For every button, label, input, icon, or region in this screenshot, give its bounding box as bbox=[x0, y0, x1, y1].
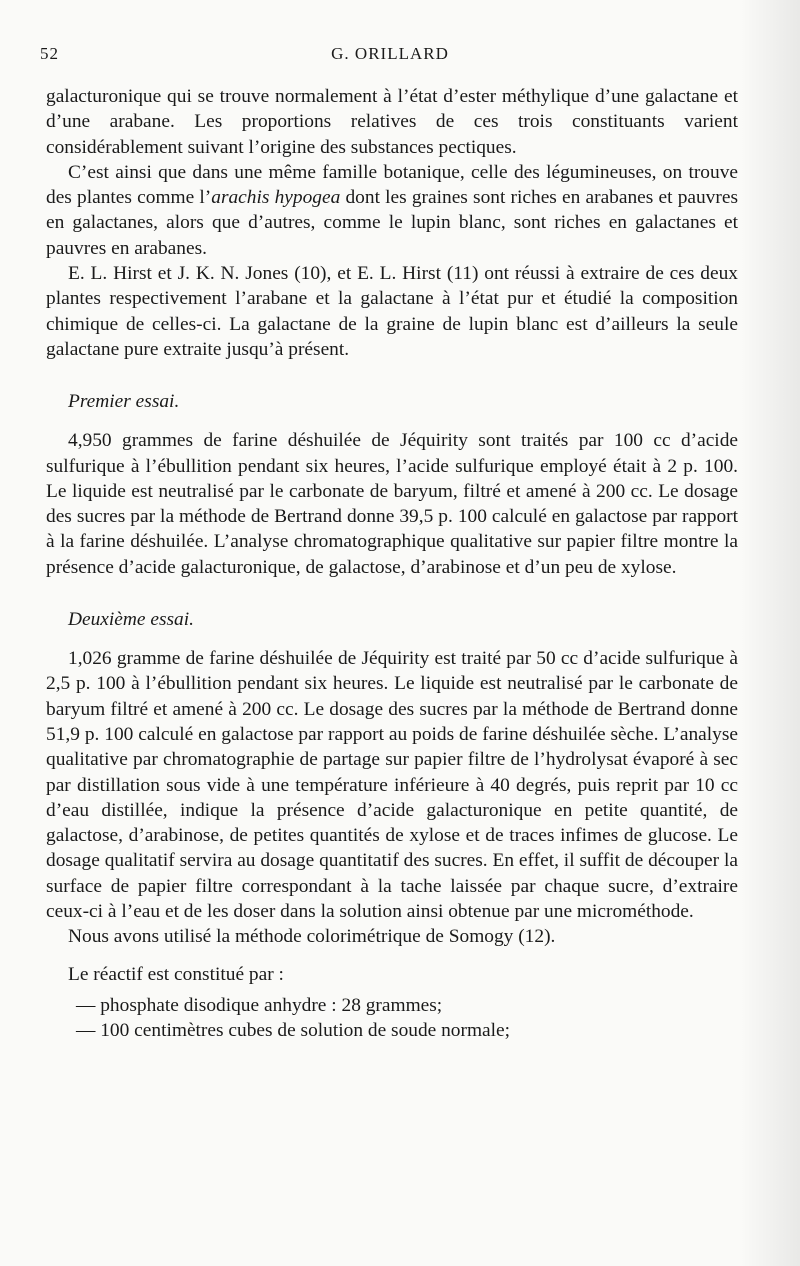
paragraph-text: C’est ainsi que dans une même famille botanique, celle des légumineuses, on trouve des plantes comme l’ bbox=[46, 161, 738, 209]
paragraph-premier-essai: 4,950 grammes de farine déshuilée de Jéquirity sont traités par 100 cc d’acide sulfurique à l’ébullition pendant six heures, l’acide sulfurique employé était à 2 p. 100. Le liquide est neutralisé par le carbonate de baryum, filtré et amené à 200 cc. Le dosage des sucres par la méthode de Bertrand donne 39,5 p. 100 calculé en galactose par rapport à la farine déshuilée. L’analyse chromatographique qualitative sur papier filtre montre la présence d’acide galacturonique, de galactose, d’arabinose et d’un peu de xylose. bbox=[46, 430, 738, 578]
page-number: 52 bbox=[40, 44, 59, 63]
section-heading-premier-essai: Premier essai. bbox=[68, 391, 180, 413]
paragraph-text: dont les graines sont riches en arabanes et pauvres en galactanes, alors que d’autres, comme le lupin blanc, sont riches en galactanes et pauvres en arabanes. bbox=[46, 187, 738, 259]
paragraph-continuation: galacturonique qui se trouve normalement à l’état d’ester méthylique d’une galactane et d’une arabane. Les proportions relatives de ces trois constituants varient considérablement suivant l’origine des substances pectiques. bbox=[46, 86, 738, 158]
paragraph-deuxieme-essai: 1,026 gramme de farine déshuilée de Jéquirity est traité par 50 cc d’acide sulfurique à 2,5 p. 100 à l’ébullition pendant six heures. Le liquide est neutralisé par le carbonate de baryum filtré et amené à 200 cc. Le dosage des sucres par la méthode de Bertrand donne 51,9 p. 100 calculé en galactose par rapport au poids de farine déshuilée sèche. L’analyse qualitative par chromatographie de partage sur papier filtre de l’hydrolysat évaporé à sec par distillation sous vide à une température inférieure à 40 degrés, puis reprit par 10 cc d’eau distillée, indique la présence d’acide galacturonique en petite quantité, de galactose, d’arabinose, de petites quantités de xylose et de traces infimes de glucose. Le dosage qualitatif servira au dosage quantitatif des sucres. En effet, il suffit de découper la surface de papier filtre correspondant à la tache laissée par chaque sucre, d’extraire ceux-ci à l’eau et de les doser dans la solution ainsi obtenue par une microméthode. bbox=[46, 648, 738, 923]
paragraph-hirst: E. L. Hirst et J. K. N. Jones (10), et E. L. Hirst (11) ont réussi à extraire de ces deux plantes respectivement l’arabane et la galactane à l’état pur et étudié la composition chimique de celles-ci. La galactane de la graine de lupin blanc est d’ailleurs la seule galactane pure extraite jusqu’à présent. bbox=[46, 263, 738, 360]
page-header bbox=[40, 44, 740, 68]
page-edge-shadow bbox=[740, 0, 800, 1266]
page-body bbox=[46, 84, 738, 1044]
list-item: — 100 centimètres cubes de solution de soude normale; bbox=[76, 1020, 511, 1042]
section-heading-deuxieme-essai: Deuxième essai. bbox=[68, 609, 194, 631]
paragraph-somogy: Nous avons utilisé la méthode colorimétrique de Somogy (12). bbox=[68, 926, 556, 948]
paragraph-reactif: Le réactif est constitué par : bbox=[68, 963, 284, 985]
list-item: — phosphate disodique anhydre : 28 grammes; bbox=[76, 994, 443, 1016]
paragraph-legumineuses bbox=[46, 160, 738, 261]
running-head: G. ORILLARD bbox=[331, 44, 449, 63]
species-name: arachis hypogea bbox=[211, 187, 341, 209]
